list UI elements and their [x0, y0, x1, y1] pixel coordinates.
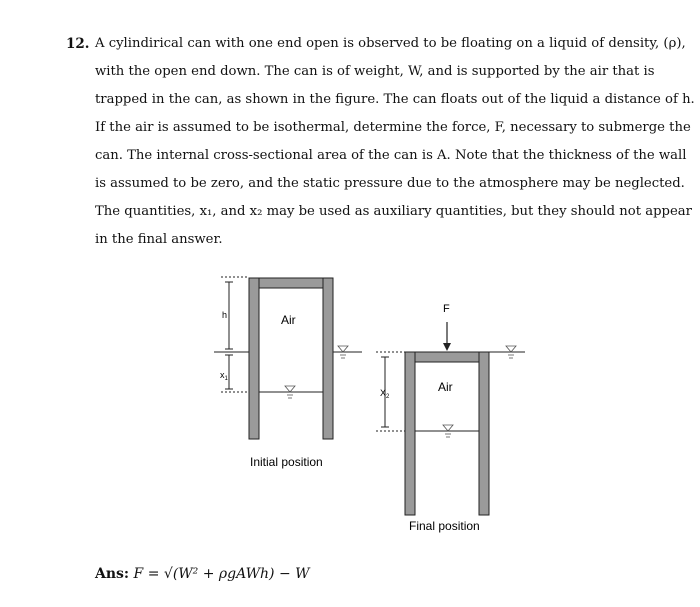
problem-line-6: is assumed to be zero, and the static pressure due to the atmosphere may be neglected. [95, 176, 685, 191]
answer-line [95, 566, 310, 582]
initial-can-top-wall [249, 278, 333, 288]
problem-line-5: can. The internal cross-sectional area of the can is A. Note that the thickness of the wall [95, 148, 687, 163]
problem-line-7: The quantities, x₁, and x₂ may be used as auxiliary quantities, but they should not appear [95, 204, 692, 219]
answer-formula: F = √(W² + ρgAWh) − W [133, 566, 310, 582]
initial-air-label: Air [281, 313, 296, 327]
initial-can-right-wall [323, 278, 333, 439]
problem-line-4: If the air is assumed to be isothermal, determine the force, F, necessary to submerge the [95, 120, 691, 135]
initial-position-diagram [214, 277, 362, 469]
final-can-top-wall [405, 352, 489, 362]
x1-label: $x_1$ [220, 370, 228, 382]
final-position-caption: Final position [409, 519, 480, 533]
problem-line-8: in the final answer. [95, 232, 223, 247]
problem-line-2: with the open end down. The can is of weight, W, and is supported by the air that is [95, 64, 655, 79]
initial-position-caption: Initial position [250, 455, 323, 469]
final-air-label: Air [438, 380, 453, 394]
answer-label: Ans: [95, 566, 130, 582]
h-label: h [222, 310, 228, 320]
problem-number: 12. [66, 36, 90, 52]
problem-line-3: trapped in the can, as shown in the figure. The can floats out of the liquid a distance of h. [95, 92, 695, 107]
problem-line-1: A cylindirical can with one end open is observed to be floating on a liquid of density, (ρ), [95, 36, 686, 51]
initial-can-left-wall [249, 278, 259, 439]
final-position-diagram [376, 303, 525, 533]
force-label: F [443, 303, 450, 315]
final-can-right-wall [479, 352, 489, 515]
final-can-left-wall [405, 352, 415, 515]
x2-label: $X_2$ [380, 388, 390, 400]
force-arrow-head-icon [443, 343, 451, 351]
